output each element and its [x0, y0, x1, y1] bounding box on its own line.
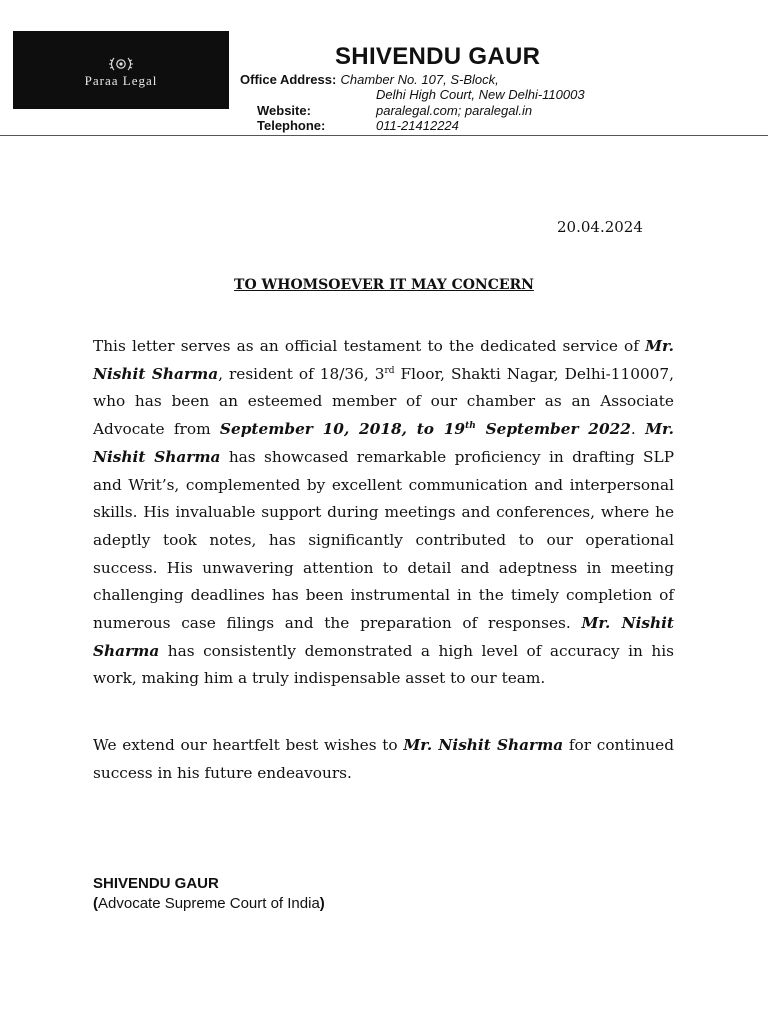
office-address-line-1: Office Address: Chamber No. 107, S-Block,	[240, 72, 499, 87]
telephone-value-line	[376, 118, 459, 135]
office-address-value-1: Chamber No. 107, S-Block,	[340, 72, 499, 87]
header-name: SHIVENDU GAUR	[335, 43, 541, 70]
header-divider	[0, 135, 768, 136]
telephone-line	[257, 118, 325, 135]
laurel-emblem-icon	[102, 55, 140, 73]
letter-date: 20.04.2024	[557, 218, 643, 236]
signature-title: (Advocate Supreme Court of India)	[93, 895, 325, 912]
website-label: Website:	[257, 103, 311, 118]
signature-name: SHIVENDU GAUR	[93, 875, 219, 892]
telephone-value: 011-21412224	[376, 118, 459, 133]
person-name: Mr. Nishit Sharma	[93, 614, 674, 660]
office-address-value-2: Delhi High Court, New Delhi-110003	[376, 87, 585, 102]
body-paragraph-2: We extend our heartfelt best wishes to Mr. Nishit Sharma for continued success in his future endeavours.	[93, 736, 674, 782]
body-paragraph-1: This letter serves as an official testament to the dedicated service of Mr. Nishit Sharma, resident of 18/36, 3rd Floor, Shakti Nagar, Delhi-110007, who has been an esteemed member of our chamber as an Associate Advocate from September 10, 2018, to 19th September 2022. Mr. Nishit Sharma has showcased remarkable proficiency in drafting SLP and Writ’s, complemented by excellent communication and interpersonal skills. His invaluable support during meetings and conferences, where he adeptly took notes, has significantly contributed to our operational success. His unwavering attention to detail and adeptness in meeting challenging deadlines has been instrumental in the timely completion of numerous case filings and the preparation of responses. Mr. Nishit Sharma has consistently demonstrated a high level of accuracy in his work, making him a truly indispensable asset to our team.	[93, 337, 675, 688]
logo-wordmark: Paraa Legal	[84, 73, 158, 88]
service-period: September 10, 2018, to 19th September 2022	[219, 420, 631, 439]
office-address-label: Office Address	[240, 72, 332, 87]
person-name: Mr. Nishit Sharma	[93, 420, 674, 466]
person-name: Mr. Nishit Sharma	[93, 337, 674, 383]
logo	[13, 31, 229, 109]
website-value: paralegal.com; paralegal.in	[376, 103, 533, 118]
letter-subject: TO WHOMSOEVER IT MAY CONCERN	[234, 277, 534, 293]
telephone-label: Telephone:	[257, 118, 326, 133]
office-address-line-2	[376, 87, 585, 104]
person-name: Mr. Nishit Sharma	[403, 736, 564, 754]
